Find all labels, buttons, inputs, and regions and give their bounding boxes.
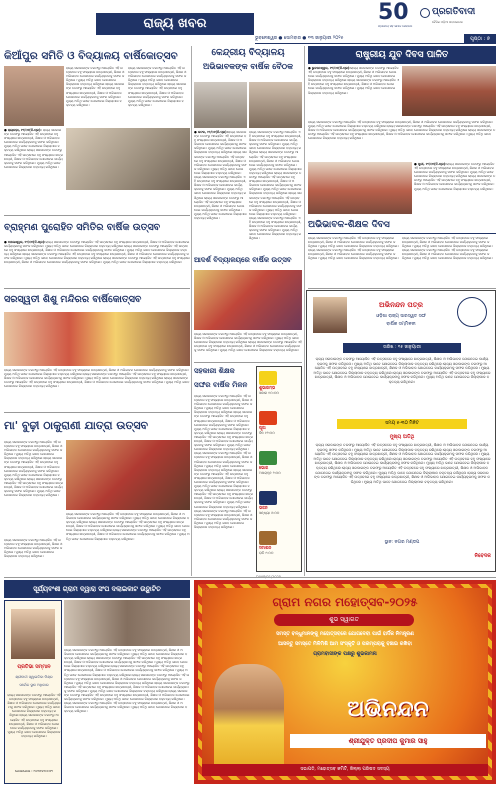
section-divider	[4, 577, 496, 578]
section-divider	[194, 362, 302, 363]
article-8-body-b: ରାଜ୍ୟ ସରକାରଙ୍କ ତରଫରୁ ଆୟୋଜିତ ଏହି ଉତ୍ସବରେ ବହୁ ସଂଖ୍ୟାରେ ଛାତ୍ରଛାତ୍ରୀ, ଶିକ୍ଷକ ଓ ଅଭିଭାବକ ଯୋଗଦେଇ କାର୍ଯ୍ୟକ୍ରମକୁ ସଫଳ କରିଥିଲେ। ମୁଖ୍ୟ ଅତିଥି ଭାବେ ଯୋଗଦେଇ ଜିଲ୍ଲାପାଳ ବକ୍ତବ୍ୟ ରଖିଥିଲେ।ରାଜ୍ୟ ସରକାରଙ୍କ ତରଫରୁ ଆୟୋଜିତ ଏହି ଉତ୍ସବରେ ବହୁ ସଂଖ୍ୟାରେ ଛାତ୍ରଛାତ୍ରୀ, ଶିକ୍ଷକ ଓ ଅଭିଭାବକ ଯୋଗଦେଇ କାର୍ଯ୍ୟକ୍ରମକୁ ସଫଳ କରିଥିଲେ। ମୁଖ୍ୟ ଅତିଥି ଭାବେ ଯୋଗଦେଇ ଜିଲ୍ଲାପାଳ ବକ୍ତବ୍ୟ ରଖିଥିଲେ।ରାଜ୍ୟ ସରକାରଙ୍କ ତରଫରୁ ଆୟୋଜିତ ଏହି ଉତ୍ସବରେ ବହୁ ସଂଖ୍ୟାରେ ଛାତ୍ରଛାତ୍ରୀ, ଶିକ୍ଷକ ଓ ଅଭିଭାବକ ଯୋଗଦେଇ କାର୍ଯ୍ୟକ୍ରମକୁ ସଫଳ କରିଥିଲେ। ମୁଖ୍ୟ ଅତିଥି ଭାବେ ଯୋଗଦେଇ ଜିଲ୍ଲାପାଳ ବକ୍ତବ୍ୟ ରଖିଥିଲେ।	[66, 512, 190, 541]
schedule-item-2	[259, 451, 299, 487]
article-8-body-c: ରାଜ୍ୟ ସରକାରଙ୍କ ତରଫରୁ ଆୟୋଜିତ ଏହି ଉତ୍ସବରେ ବହୁ ସଂଖ୍ୟାରେ ଛାତ୍ରଛାତ୍ରୀ, ଶିକ୍ଷକ ଓ ଅଭିଭାବକ ଯୋଗଦେଇ କାର୍ଯ୍ୟକ୍ରମକୁ ସଫଳ କରିଥିଲେ। ମୁଖ୍ୟ ଅତିଥି ଭାବେ ଯୋଗଦେଇ ଜିଲ୍ଲାପାଳ ବକ୍ତବ୍ୟ ରଖିଥିଲେ।	[4, 538, 63, 559]
page-label-box	[464, 34, 496, 44]
banner-name: ଶ୍ରୀଯୁକ୍ତ ପ୍ରଦୀପ କୁମାର ସାହୁ	[348, 737, 428, 745]
article-7-headline	[4, 290, 190, 310]
article-7-photo	[4, 312, 190, 366]
article-6-body: ରାଜ୍ୟ ସରକାରଙ୍କ ତରଫରୁ ଆୟୋଜିତ ଏହି ଉତ୍ସବରେ ବହୁ ସଂଖ୍ୟାରେ ଛାତ୍ରଛାତ୍ରୀ, ଶିକ୍ଷକ ଓ ଅଭିଭାବକ ଯୋଗଦେଇ କାର୍ଯ୍ୟକ୍ରମକୁ ସଫଳ କରିଥିଲେ। ମୁଖ୍ୟ ଅତିଥି ଭାବେ ଯୋଗଦେଇ ଜିଲ୍ଲାପାଳ ବକ୍ତବ୍ୟ ରଖିଥିଲେ।ରାଜ୍ୟ ସରକାରଙ୍କ ତରଫରୁ ଆୟୋଜିତ ଏହି ଉତ୍ସବରେ ବହୁ ସଂଖ୍ୟାରେ ଛାତ୍ରଛାତ୍ରୀ, ଶିକ୍ଷକ ଓ ଅଭିଭାବକ ଯୋଗଦେଇ କାର୍ଯ୍ୟକ୍ରମକୁ ସଫଳ କରିଥିଲେ। ମୁଖ୍ୟ ଅତିଥି ଭାବେ ଯୋଗଦେଇ ଜିଲ୍ଲାପାଳ ବକ୍ତବ୍ୟ ରଖିଥିଲେ।	[194, 332, 302, 353]
article-2-photo-a	[194, 82, 247, 128]
ad-small-line1: ଶ୍ରୀମତୀ ସ୍ୱାଗତିକା ମିଶ୍ର	[15, 675, 53, 679]
paper-logo-icon	[420, 8, 430, 18]
anniversary-logo	[378, 2, 418, 32]
banner-top-text: ଗ୍ରାମ ନଗର ମହୋତ୍ସବ-୨୦୨୫	[272, 595, 418, 609]
invite-venue: ସ୍ଥାନ: ନଗର ମଣ୍ଡପ	[384, 540, 420, 545]
headline-3: ରାଷ୍ଟ୍ରୀୟ ଯୁବ ଦିବସ ପାଳିତ	[355, 50, 449, 60]
article-5-body-b: ରାଜ୍ୟ ସରକାରଙ୍କ ତରଫରୁ ଆୟୋଜିତ ଏହି ଉତ୍ସବରେ ବହୁ ସଂଖ୍ୟାରେ ଛାତ୍ରଛାତ୍ରୀ, ଶିକ୍ଷକ ଓ ଅଭିଭାବକ ଯୋଗଦେଇ କାର୍ଯ୍ୟକ୍ରମକୁ ସଫଳ କରିଥିଲେ। ମୁଖ୍ୟ ଅତିଥି ଭାବେ ଯୋଗଦେଇ ଜିଲ୍ଲାପାଳ ବକ୍ତବ୍ୟ ରଖିଥିଲେ।ରାଜ୍ୟ ସରକାରଙ୍କ ତରଫରୁ ଆୟୋଜିତ ଏହି ଉତ୍ସବରେ ବହୁ ସଂଖ୍ୟାରେ ଛାତ୍ରଛାତ୍ରୀ, ଶିକ୍ଷକ ଓ ଅଭିଭାବକ ଯୋଗଦେଇ କାର୍ଯ୍ୟକ୍ରମକୁ ସଫଳ କରିଥିଲେ। ମୁଖ୍ୟ ଅତିଥି ଭାବେ ଯୋଗଦେଇ ଜିଲ୍ଲାପାଳ ବକ୍ତବ୍ୟ ରଖିଥିଲେ।	[402, 236, 493, 261]
article-9-body: ରାଜ୍ୟ ସରକାରଙ୍କ ତରଫରୁ ଆୟୋଜିତ ଏହି ଉତ୍ସବରେ ବହୁ ସଂଖ୍ୟାରେ ଛାତ୍ରଛାତ୍ରୀ, ଶିକ୍ଷକ ଓ ଅଭିଭାବକ ଯୋଗଦେଇ କାର୍ଯ୍ୟକ୍ରମକୁ ସଫଳ କରିଥିଲେ। ମୁଖ୍ୟ ଅତିଥି ଭାବେ ଯୋଗଦେଇ ଜିଲ୍ଲାପାଳ ବକ୍ତବ୍ୟ ରଖିଥିଲେ।ରାଜ୍ୟ ସରକାରଙ୍କ ତରଫରୁ ଆୟୋଜିତ ଏହି ଉତ୍ସବରେ ବହୁ ସଂଖ୍ୟାରେ ଛାତ୍ରଛାତ୍ରୀ, ଶିକ୍ଷକ ଓ ଅଭିଭାବକ ଯୋଗଦେଇ କାର୍ଯ୍ୟକ୍ରମକୁ ସଫଳ କରିଥିଲେ। ମୁଖ୍ୟ ଅତିଥି ଭାବେ ଯୋଗଦେଇ ଜିଲ୍ଲାପାଳ ବକ୍ତବ୍ୟ ରଖିଥିଲେ।ରାଜ୍ୟ ସରକାରଙ୍କ ତରଫରୁ ଆୟୋଜିତ ଏହି ଉତ୍ସବରେ ବହୁ ସଂଖ୍ୟାରେ ଛାତ୍ରଛାତ୍ରୀ, ଶିକ୍ଷକ ଓ ଅଭିଭାବକ ଯୋଗଦେଇ କାର୍ଯ୍ୟକ୍ରମକୁ ସଫଳ କରିଥିଲେ। ମୁଖ୍ୟ ଅତିଥି ଭାବେ ଯୋଗଦେଇ ଜିଲ୍ଲାପାଳ ବକ୍ତବ୍ୟ ରଖିଥିଲେ।ରାଜ୍ୟ ସରକାରଙ୍କ ତରଫରୁ ଆୟୋଜିତ ଏହି ଉତ୍ସବରେ ବହୁ ସଂଖ୍ୟାରେ ଛାତ୍ରଛାତ୍ରୀ, ଶିକ୍ଷକ ଓ ଅଭିଭାବକ ଯୋଗଦେଇ କାର୍ଯ୍ୟକ୍ରମକୁ ସଫଳ କରିଥିଲେ। ମୁଖ୍ୟ ଅତିଥି ଭାବେ ଯୋଗଦେଇ ଜିଲ୍ଲାପାଳ ବକ୍ତବ୍ୟ ରଖିଥିଲେ।ରାଜ୍ୟ ସରକାରଙ୍କ ତରଫରୁ ଆୟୋଜିତ ଏହି ଉତ୍ସବରେ ବହୁ ସଂଖ୍ୟାରେ ଛାତ୍ରଛାତ୍ରୀ, ଶିକ୍ଷକ ଓ ଅଭିଭାବକ ଯୋଗଦେଇ କାର୍ଯ୍ୟକ୍ରମକୁ ସଫଳ କରିଥିଲେ। ମୁଖ୍ୟ ଅତିଥି ଭାବେ ଯୋଗଦେଇ ଜିଲ୍ଲାପାଳ ବକ୍ତବ୍ୟ ରଖିଥିଲେ।ରାଜ୍ୟ ସରକାରଙ୍କ ତରଫରୁ ଆୟୋଜିତ ଏହି ଉତ୍ସବରେ ବହୁ ସଂଖ୍ୟାରେ ଛାତ୍ରଛାତ୍ରୀ, ଶିକ୍ଷକ ଓ ଅଭିଭାବକ ଯୋଗଦେଇ କାର୍ଯ୍ୟକ୍ରମକୁ ସଫଳ କରିଥିଲେ। ମୁଖ୍ୟ ଅତିଥି ଭାବେ ଯୋଗଦେଇ ଜିଲ୍ଲାପାଳ ବକ୍ତବ୍ୟ ରଖିଥିଲେ।ରାଜ୍ୟ ସରକାରଙ୍କ ତରଫରୁ ଆୟୋଜିତ ଏହି ଉତ୍ସବରେ ବହୁ ସଂଖ୍ୟାରେ ଛାତ୍ରଛାତ୍ରୀ, ଶିକ୍ଷକ ଓ ଅଭିଭାବକ ଯୋଗଦେଇ କାର୍ଯ୍ୟକ୍ରମକୁ ସଫଳ କରିଥିଲେ। ମୁଖ୍ୟ ଅତିଥି ଭାବେ ଯୋଗଦେଇ ଜିଲ୍ଲାପାଳ ବକ୍ତବ୍ୟ ରଖିଥିଲେ।	[194, 394, 253, 529]
article-6-headline	[194, 252, 302, 268]
schedule-label: ସମାପନ	[259, 545, 272, 550]
invite-chief-guest: ମୁଖ୍ୟ ଅତିଥି	[389, 434, 415, 440]
ad-small-name: ପ୍ରତିଭା ସମ୍ମାନ	[17, 664, 51, 670]
article-4-headline	[4, 218, 190, 238]
article-3-body-b: ରାଜ୍ୟ ସରକାରଙ୍କ ତରଫରୁ ଆୟୋଜିତ ଏହି ଉତ୍ସବରେ ବହୁ ସଂଖ୍ୟାରେ ଛାତ୍ରଛାତ୍ରୀ, ଶିକ୍ଷକ ଓ ଅଭିଭାବକ ଯୋଗଦେଇ କାର୍ଯ୍ୟକ୍ରମକୁ ସଫଳ କରିଥିଲେ। ମୁଖ୍ୟ ଅତିଥି ଭାବେ ଯୋଗଦେଇ ଜିଲ୍ଲାପାଳ ବକ୍ତବ୍ୟ ରଖିଥିଲେ।ରାଜ୍ୟ ସରକାରଙ୍କ ତରଫରୁ ଆୟୋଜିତ ଏହି ଉତ୍ସବରେ ବହୁ ସଂଖ୍ୟାରେ ଛାତ୍ରଛାତ୍ରୀ, ଶିକ୍ଷକ ଓ ଅଭିଭାବକ ଯୋଗଦେଇ କାର୍ଯ୍ୟକ୍ରମକୁ ସଫଳ କରିଥିଲେ। ମୁଖ୍ୟ ଅତିଥି ଭାବେ ଯୋଗଦେଇ ଜିଲ୍ଲାପାଳ ବକ୍ତବ୍ୟ ରଖିଥିଲେ।ରାଜ୍ୟ ସରକାରଙ୍କ ତରଫରୁ ଆୟୋଜିତ ଏହି ଉତ୍ସବରେ ବହୁ ସଂଖ୍ୟାରେ ଛାତ୍ରଛାତ୍ରୀ, ଶିକ୍ଷକ ଓ ଅଭିଭାବକ ଯୋଗଦେଇ କାର୍ଯ୍ୟକ୍ରମକୁ ସଫଳ କରିଥିଲେ। ମୁଖ୍ୟ ଅତିଥି ଭାବେ ଯୋଗଦେଇ ଜିଲ୍ଲାପାଳ ବକ୍ତବ୍ୟ ରଖିଥିଲେ।	[308, 120, 496, 141]
section-divider	[4, 288, 190, 289]
schedule-item-0	[259, 371, 299, 407]
headline-5: ଅଭିଭାବକ-ଶିକ୍ଷକ ଦିବସ	[308, 220, 390, 230]
ad-small-body: ରାଜ୍ୟ ସରକାରଙ୍କ ତରଫରୁ ଆୟୋଜିତ ଏହି ଉତ୍ସବରେ ବହୁ ସଂଖ୍ୟାରେ ଛାତ୍ରଛାତ୍ରୀ, ଶିକ୍ଷକ ଓ ଅଭିଭାବକ ଯୋଗଦେଇ କାର୍ଯ୍ୟକ୍ରମକୁ ସଫଳ କରିଥିଲେ। ମୁଖ୍ୟ ଅତିଥି ଭାବେ ଯୋଗଦେଇ ଜିଲ୍ଲାପାଳ ବକ୍ତବ୍ୟ ରଖିଥିଲେ।ରାଜ୍ୟ ସରକାରଙ୍କ ତରଫରୁ ଆୟୋଜିତ ଏହି ଉତ୍ସବରେ ବହୁ ସଂଖ୍ୟାରେ ଛାତ୍ରଛାତ୍ରୀ, ଶିକ୍ଷକ ଓ ଅଭିଭାବକ ଯୋଗଦେଇ କାର୍ଯ୍ୟକ୍ରମକୁ ସଫଳ କରିଥିଲେ। ମୁଖ୍ୟ ଅତିଥି ଭାବେ ଯୋଗଦେଇ ଜିଲ୍ଲାପାଳ ବକ୍ତବ୍ୟ ରଖିଥିଲେ।	[7, 693, 61, 738]
article-4-body: ● ବାଲେଶ୍ୱର, ୧୨/୦୧(ନି.ପ୍ର):ରାଜ୍ୟ ସରକାରଙ୍କ ତରଫରୁ ଆୟୋଜିତ ଏହି ଉତ୍ସବରେ ବହୁ ସଂଖ୍ୟାରେ ଛାତ୍ରଛାତ୍ରୀ, ଶିକ୍ଷକ ଓ ଅଭିଭାବକ ଯୋଗଦେଇ କାର୍ଯ୍ୟକ୍ରମକୁ ସଫଳ କରିଥିଲେ। ମୁଖ୍ୟ ଅତିଥି ଭାବେ ଯୋଗଦେଇ ଜିଲ୍ଲାପାଳ ବକ୍ତବ୍ୟ ରଖିଥିଲେ।ରାଜ୍ୟ ସରକାରଙ୍କ ତରଫରୁ ଆୟୋଜିତ ଏହି ଉତ୍ସବରେ ବହୁ ସଂଖ୍ୟାରେ ଛାତ୍ରଛାତ୍ରୀ, ଶିକ୍ଷକ ଓ ଅଭିଭାବକ ଯୋଗଦେଇ କାର୍ଯ୍ୟକ୍ରମକୁ ସଫଳ କରିଥିଲେ। ମୁଖ୍ୟ ଅତିଥି ଭାବେ ଯୋଗଦେଇ ଜିଲ୍ଲାପାଳ ବକ୍ତବ୍ୟ ରଖିଥିଲେ।ରାଜ୍ୟ ସରକାରଙ୍କ ତରଫରୁ ଆୟୋଜିତ ଏହି ଉତ୍ସବରେ ବହୁ ସଂଖ୍ୟାରେ ଛାତ୍ରଛାତ୍ରୀ, ଶିକ୍ଷକ ଓ ଅଭିଭାବକ ଯୋଗଦେଇ କାର୍ଯ୍ୟକ୍ରମକୁ ସଫଳ କରିଥିଲେ। ମୁଖ୍ୟ ଅତିଥି ଭାବେ ଯୋଗଦେଇ ଜିଲ୍ଲାପାଳ ବକ୍ତବ୍ୟ ରଖିଥିଲେ।ରାଜ୍ୟ ସରକାରଙ୍କ ତରଫରୁ ଆୟୋଜିତ ଏହି ଉତ୍ସବରେ ବହୁ ସଂଖ୍ୟାରେ ଛାତ୍ରଛାତ୍ରୀ, ଶିକ୍ଷକ ଓ ଅଭିଭାବକ ଯୋଗଦେଇ କାର୍ଯ୍ୟକ୍ରମକୁ ସଫଳ କରିଥିଲେ। ମୁଖ୍ୟ ଅତିଥି ଭାବେ ଯୋଗଦେଇ ଜିଲ୍ଲାପାଳ ବକ୍ତବ୍ୟ ରଖିଥିଲେ।	[4, 240, 190, 265]
article-1-body: ● ରାୟଗଡ଼ା, ୧୨/୦୧(ନି.ପ୍ର): ରାଜ୍ୟ ସରକାରଙ୍କ ତରଫରୁ ଆୟୋଜିତ ଏହି ଉତ୍ସବରେ ବହୁ ସଂଖ୍ୟାରେ ଛାତ୍ରଛାତ୍ରୀ, ଶିକ୍ଷକ ଓ ଅଭିଭାବକ ଯୋଗଦେଇ କାର୍ଯ୍ୟକ୍ରମକୁ ସଫଳ କରିଥିଲେ। ମୁଖ୍ୟ ଅତିଥି ଭାବେ ଯୋଗଦେଇ ଜିଲ୍ଲାପାଳ ବକ୍ତବ୍ୟ ରଖିଥିଲେ।ରାଜ୍ୟ ସରକାରଙ୍କ ତରଫରୁ ଆୟୋଜିତ ଏହି ଉତ୍ସବରେ ବହୁ ସଂଖ୍ୟାରେ ଛାତ୍ରଛାତ୍ରୀ, ଶିକ୍ଷକ ଓ ଅଭିଭାବକ ଯୋଗଦେଇ କାର୍ଯ୍ୟକ୍ରମକୁ ସଫଳ କରିଥିଲେ। ମୁଖ୍ୟ ଅତିଥି ଭାବେ ଯୋଗଦେଇ ଜିଲ୍ଲାପାଳ ବକ୍ତବ୍ୟ ରଖିଥିଲେ।	[4, 128, 63, 169]
schedule-time: ରାତି ୯:୦୦	[259, 551, 274, 555]
ad-small-portrait	[11, 609, 55, 659]
article-10-body: ରାଜ୍ୟ ସରକାରଙ୍କ ତରଫରୁ ଆୟୋଜିତ ଏହି ଉତ୍ସବରେ ବହୁ ସଂଖ୍ୟାରେ ଛାତ୍ରଛାତ୍ରୀ, ଶିକ୍ଷକ ଓ ଅଭିଭାବକ ଯୋଗଦେଇ କାର୍ଯ୍ୟକ୍ରମକୁ ସଫଳ କରିଥିଲେ। ମୁଖ୍ୟ ଅତିଥି ଭାବେ ଯୋଗଦେଇ ଜିଲ୍ଲାପାଳ ବକ୍ତବ୍ୟ ରଖିଥିଲେ।ରାଜ୍ୟ ସରକାରଙ୍କ ତରଫରୁ ଆୟୋଜିତ ଏହି ଉତ୍ସବରେ ବହୁ ସଂଖ୍ୟାରେ ଛାତ୍ରଛାତ୍ରୀ, ଶିକ୍ଷକ ଓ ଅଭିଭାବକ ଯୋଗଦେଇ କାର୍ଯ୍ୟକ୍ରମକୁ ସଫଳ କରିଥିଲେ। ମୁଖ୍ୟ ଅତିଥି ଭାବେ ଯୋଗଦେଇ ଜିଲ୍ଲାପାଳ ବକ୍ତବ୍ୟ ରଖିଥିଲେ।ରାଜ୍ୟ ସରକାରଙ୍କ ତରଫରୁ ଆୟୋଜିତ ଏହି ଉତ୍ସବରେ ବହୁ ସଂଖ୍ୟାରେ ଛାତ୍ରଛାତ୍ରୀ, ଶିକ୍ଷକ ଓ ଅଭିଭାବକ ଯୋଗଦେଇ କାର୍ଯ୍ୟକ୍ରମକୁ ସଫଳ କରିଥିଲେ। ମୁଖ୍ୟ ଅତିଥି ଭାବେ ଯୋଗଦେଇ ଜିଲ୍ଲାପାଳ ବକ୍ତବ୍ୟ ରଖିଥିଲେ।ରାଜ୍ୟ ସରକାରଙ୍କ ତରଫରୁ ଆୟୋଜିତ ଏହି ଉତ୍ସବରେ ବହୁ ସଂଖ୍ୟାରେ ଛାତ୍ରଛାତ୍ରୀ, ଶିକ୍ଷକ ଓ ଅଭିଭାବକ ଯୋଗଦେଇ କାର୍ଯ୍ୟକ୍ରମକୁ ସଫଳ କରିଥିଲେ। ମୁଖ୍ୟ ଅତିଥି ଭାବେ ଯୋଗଦେଇ ଜିଲ୍ଲାପାଳ ବକ୍ତବ୍ୟ ରଖିଥିଲେ।ରାଜ୍ୟ ସରକାରଙ୍କ ତରଫରୁ ଆୟୋଜିତ ଏହି ଉତ୍ସବରେ ବହୁ ସଂଖ୍ୟାରେ ଛାତ୍ରଛାତ୍ରୀ, ଶିକ୍ଷକ ଓ ଅଭିଭାବକ ଯୋଗଦେଇ କାର୍ଯ୍ୟକ୍ରମକୁ ସଫଳ କରିଥିଲେ। ମୁଖ୍ୟ ଅତିଥି ଭାବେ ଯୋଗଦେଇ ଜିଲ୍ଲାପାଳ ବକ୍ତବ୍ୟ ରଖିଥିଲେ।ରାଜ୍ୟ ସରକାରଙ୍କ ତରଫରୁ ଆୟୋଜିତ ଏହି ଉତ୍ସବରେ ବହୁ ସଂଖ୍ୟାରେ ଛାତ୍ରଛାତ୍ରୀ, ଶିକ୍ଷକ ଓ ଅଭିଭାବକ ଯୋଗଦେଇ କାର୍ଯ୍ୟକ୍ରମକୁ ସଫଳ କରିଥିଲେ। ମୁଖ୍ୟ ଅତିଥି ଭାବେ ଯୋଗଦେଇ ଜିଲ୍ଲାପାଳ ବକ୍ତବ୍ୟ ରଖିଥିଲେ।ରାଜ୍ୟ ସରକାରଙ୍କ ତରଫରୁ ଆୟୋଜିତ ଏହି ଉତ୍ସବରେ ବହୁ ସଂଖ୍ୟାରେ ଛାତ୍ରଛାତ୍ରୀ, ଶିକ୍ଷକ ଓ ଅଭିଭାବକ ଯୋଗଦେଇ କାର୍ଯ୍ୟକ୍ରମକୁ ସଫଳ କରିଥିଲେ। ମୁଖ୍ୟ ଅତିଥି ଭାବେ ଯୋଗଦେଇ ଜିଲ୍ଲାପାଳ ବକ୍ତବ୍ୟ ରଖିଥିଲେ।	[64, 648, 190, 714]
article-3-headline-banner	[308, 46, 496, 64]
article-1-photo	[66, 128, 190, 190]
banner-line1: ସମସ୍ତ ବନ୍ଧୁମାନଙ୍କୁ ମହୋତ୍ସବରେ ଯୋଗଦେବା ପାଇଁ ହାର୍ଦ୍ଦିକ ନିମନ୍ତ୍ରଣ	[276, 631, 414, 637]
headline-1: କିଆଁପୁର ସମିତି ଓ ବିଦ୍ୟାଳୟ ବାର୍ଷିକୋତ୍ସବ	[4, 50, 178, 62]
section-title-banner	[96, 13, 254, 35]
dateline-bar	[255, 34, 485, 44]
ad-small-contact: ଯୋଗାଯୋଗ : ୯୪୩୭୪୨୦୦୧୨	[14, 769, 54, 773]
article-2-body-col2: ରାଜ୍ୟ ସରକାରଙ୍କ ତରଫରୁ ଆୟୋଜିତ ଏହି ଉତ୍ସବରେ ବହୁ ସଂଖ୍ୟାରେ ଛାତ୍ରଛାତ୍ରୀ, ଶିକ୍ଷକ ଓ ଅଭିଭାବକ ଯୋଗଦେଇ କାର୍ଯ୍ୟକ୍ରମକୁ ସଫଳ କରିଥିଲେ। ମୁଖ୍ୟ ଅତିଥି ଭାବେ ଯୋଗଦେଇ ଜିଲ୍ଲାପାଳ ବକ୍ତବ୍ୟ ରଖିଥିଲେ।ରାଜ୍ୟ ସରକାରଙ୍କ ତରଫରୁ ଆୟୋଜିତ ଏହି ଉତ୍ସବରେ ବହୁ ସଂଖ୍ୟାରେ ଛାତ୍ରଛାତ୍ରୀ, ଶିକ୍ଷକ ଓ ଅଭିଭାବକ ଯୋଗଦେଇ କାର୍ଯ୍ୟକ୍ରମକୁ ସଫଳ କରିଥିଲେ। ମୁଖ୍ୟ ଅତିଥି ଭାବେ ଯୋଗଦେଇ ଜିଲ୍ଲାପାଳ ବକ୍ତବ୍ୟ ରଖିଥିଲେ।ରାଜ୍ୟ ସରକାରଙ୍କ ତରଫରୁ ଆୟୋଜିତ ଏହି ଉତ୍ସବରେ ବହୁ ସଂଖ୍ୟାରେ ଛାତ୍ରଛାତ୍ରୀ, ଶିକ୍ଷକ ଓ ଅଭିଭାବକ ଯୋଗଦେଇ କାର୍ଯ୍ୟକ୍ରମକୁ ସଫଳ କରିଥିଲେ। ମୁଖ୍ୟ ଅତିଥି ଭାବେ ଯୋଗଦେଇ ଜିଲ୍ଲାପାଳ ବକ୍ତବ୍ୟ ରଖିଥିଲେ।ରାଜ୍ୟ ସରକାରଙ୍କ ତରଫରୁ ଆୟୋଜିତ ଏହି ଉତ୍ସବରେ ବହୁ ସଂଖ୍ୟାରେ ଛାତ୍ରଛାତ୍ରୀ, ଶିକ୍ଷକ ଓ ଅଭିଭାବକ ଯୋଗଦେଇ କାର୍ଯ୍ୟକ୍ରମକୁ ସଫଳ କରିଥିଲେ। ମୁଖ୍ୟ ଅତିଥି ଭାବେ ଯୋଗଦେଇ ଜିଲ୍ଲାପାଳ ବକ୍ତବ୍ୟ ରଖିଥିଲେ।ରାଜ୍ୟ ସରକାରଙ୍କ ତରଫରୁ ଆୟୋଜିତ ଏହି ଉତ୍ସବରେ ବହୁ ସଂଖ୍ୟାରେ ଛାତ୍ରଛାତ୍ରୀ, ଶିକ୍ଷକ ଓ ଅଭିଭାବକ ଯୋଗଦେଇ କାର୍ଯ୍ୟକ୍ରମକୁ ସଫଳ କରିଥିଲେ। ମୁଖ୍ୟ ଅତିଥି ଭାବେ ଯୋଗଦେଇ ଜିଲ୍ଲାପାଳ ବକ୍ତବ୍ୟ ରଖିଥିଲେ।	[249, 130, 302, 241]
banner-bottom-bar	[202, 764, 488, 776]
section-divider	[4, 412, 190, 413]
schedule-time: ସନ୍ଧ୍ୟା ୬:୦୦	[259, 511, 280, 515]
schedule-label: ଭଜନ	[259, 505, 268, 510]
headline-2b: ଅଭିଭାବକଙ୍କ ବାର୍ଷିକ ବୈଠକ	[202, 62, 293, 71]
schedule-label: ଶୁଭାରମ୍ଭ	[259, 385, 276, 390]
article-3-body-c: ● ପୁରୀ, ୧୨/୦୧(ନି.ପ୍ର):ରାଜ୍ୟ ସରକାରଙ୍କ ତରଫରୁ ଆୟୋଜିତ ଏହି ଉତ୍ସବରେ ବହୁ ସଂଖ୍ୟାରେ ଛାତ୍ରଛାତ୍ରୀ, ଶିକ୍ଷକ ଓ ଅଭିଭାବକ ଯୋଗଦେଇ କାର୍ଯ୍ୟକ୍ରମକୁ ସଫଳ କରିଥିଲେ। ମୁଖ୍ୟ ଅତିଥି ଭାବେ ଯୋଗଦେଇ ଜିଲ୍ଲାପାଳ ବକ୍ତବ୍ୟ ରଖିଥିଲେ।ରାଜ୍ୟ ସରକାରଙ୍କ ତରଫରୁ ଆୟୋଜିତ ଏହି ଉତ୍ସବରେ ବହୁ ସଂଖ୍ୟାରେ ଛାତ୍ରଛାତ୍ରୀ, ଶିକ୍ଷକ ଓ ଅଭିଭାବକ ଯୋଗଦେଇ କାର୍ଯ୍ୟକ୍ରମକୁ ସଫଳ କରିଥିଲେ। ମୁଖ୍ୟ ଅତିଥି ଭାବେ ଯୋଗଦେଇ ଜିଲ୍ଲାପାଳ ବକ୍ତବ୍ୟ ରଖିଥିଲେ।	[414, 162, 496, 191]
section-title: ରାଜ୍ୟ ଖବର	[143, 16, 207, 31]
invite-date: ତାରିଖ : ୧୫ ଜାନୁୟାରୀ	[383, 345, 421, 350]
banner-line2: ଆସନ୍ତୁ ସମସ୍ତେ ମିଳିମିଶି ଆମ ସଂସ୍କୃତି ଓ ପରମ୍ପରାକୁ ବଞ୍ଚାଇ ରଖିବା	[278, 641, 412, 647]
paper-name: ପ୍ରଗତିବାଦୀ	[432, 7, 476, 17]
schedule-time: ସକାଳ ୧୦:୦୦	[259, 391, 279, 395]
article-7-body: ରାଜ୍ୟ ସରକାରଙ୍କ ତରଫରୁ ଆୟୋଜିତ ଏହି ଉତ୍ସବରେ ବହୁ ସଂଖ୍ୟାରେ ଛାତ୍ରଛାତ୍ରୀ, ଶିକ୍ଷକ ଓ ଅଭିଭାବକ ଯୋଗଦେଇ କାର୍ଯ୍ୟକ୍ରମକୁ ସଫଳ କରିଥିଲେ। ମୁଖ୍ୟ ଅତିଥି ଭାବେ ଯୋଗଦେଇ ଜିଲ୍ଲାପାଳ ବକ୍ତବ୍ୟ ରଖିଥିଲେ।ରାଜ୍ୟ ସରକାରଙ୍କ ତରଫରୁ ଆୟୋଜିତ ଏହି ଉତ୍ସବରେ ବହୁ ସଂଖ୍ୟାରେ ଛାତ୍ରଛାତ୍ରୀ, ଶିକ୍ଷକ ଓ ଅଭିଭାବକ ଯୋଗଦେଇ କାର୍ଯ୍ୟକ୍ରମକୁ ସଫଳ କରିଥିଲେ। ମୁଖ୍ୟ ଅତିଥି ଭାବେ ଯୋଗଦେଇ ଜିଲ୍ଲାପାଳ ବକ୍ତବ୍ୟ ରଖିଥିଲେ।ରାଜ୍ୟ ସରକାରଙ୍କ ତରଫରୁ ଆୟୋଜିତ ଏହି ଉତ୍ସବରେ ବହୁ ସଂଖ୍ୟାରେ ଛାତ୍ରଛାତ୍ରୀ, ଶିକ୍ଷକ ଓ ଅଭିଭାବକ ଯୋଗଦେଇ କାର୍ଯ୍ୟକ୍ରମକୁ ସଫଳ କରିଥିଲେ। ମୁଖ୍ୟ ଅତିଥି ଭାବେ ଯୋଗଦେଇ ଜିଲ୍ଲାପାଳ ବକ୍ତବ୍ୟ ରଖିଥିଲେ।	[4, 368, 190, 389]
invite-guests: ରାଜ୍ୟ ସରକାରଙ୍କ ତରଫରୁ ଆୟୋଜିତ ଏହି ଉତ୍ସବରେ ବହୁ ସଂଖ୍ୟାରେ ଛାତ୍ରଛାତ୍ରୀ, ଶିକ୍ଷକ ଓ ଅଭିଭାବକ ଯୋଗଦେଇ କାର୍ଯ୍ୟକ୍ରମକୁ ସଫଳ କରିଥିଲେ। ମୁଖ୍ୟ ଅତିଥି ଭାବେ ଯୋଗଦେଇ ଜିଲ୍ଲାପାଳ ବକ୍ତବ୍ୟ ରଖିଥିଲେ।ରାଜ୍ୟ ସରକାରଙ୍କ ତରଫରୁ ଆୟୋଜିତ ଏହି ଉତ୍ସବରେ ବହୁ ସଂଖ୍ୟାରେ ଛାତ୍ରଛାତ୍ରୀ, ଶିକ୍ଷକ ଓ ଅଭିଭାବକ ଯୋଗଦେଇ କାର୍ଯ୍ୟକ୍ରମକୁ ସଫଳ କରିଥିଲେ। ମୁଖ୍ୟ ଅତିଥି ଭାବେ ଯୋଗଦେଇ ଜିଲ୍ଲାପାଳ ବକ୍ତବ୍ୟ ରଖିଥିଲେ।ରାଜ୍ୟ ସରକାରଙ୍କ ତରଫରୁ ଆୟୋଜିତ ଏହି ଉତ୍ସବରେ ବହୁ ସଂଖ୍ୟାରେ ଛାତ୍ରଛାତ୍ରୀ, ଶିକ୍ଷକ ଓ ଅଭିଭାବକ ଯୋଗଦେଇ କାର୍ଯ୍ୟକ୍ରମକୁ ସଫଳ କରିଥିଲେ। ମୁଖ୍ୟ ଅତିଥି ଭାବେ ଯୋଗଦେଇ ଜିଲ୍ଲାପାଳ ବକ୍ତବ୍ୟ ରଖିଥିଲେ।ରାଜ୍ୟ ସରକାରଙ୍କ ତରଫରୁ ଆୟୋଜିତ ଏହି ଉତ୍ସବରେ ବହୁ ସଂଖ୍ୟାରେ ଛାତ୍ରଛାତ୍ରୀ, ଶିକ୍ଷକ ଓ ଅଭିଭାବକ ଯୋଗଦେଇ କାର୍ଯ୍ୟକ୍ରମକୁ ସଫଳ କରିଥିଲେ। ମୁଖ୍ୟ ଅତିଥି ଭାବେ ଯୋଗଦେଇ ଜିଲ୍ଲାପାଳ ବକ୍ତବ୍ୟ ରଖିଥିଲେ।ରାଜ୍ୟ ସରକାରଙ୍କ ତରଫରୁ ଆୟୋଜିତ ଏହି ଉତ୍ସବରେ ବହୁ ସଂଖ୍ୟାରେ ଛାତ୍ରଛାତ୍ରୀ, ଶିକ୍ଷକ ଓ ଅଭିଭାବକ ଯୋଗଦେଇ କାର୍ଯ୍ୟକ୍ରମକୁ ସଫଳ କରିଥିଲେ। ମୁଖ୍ୟ ଅତିଥି ଭାବେ ଯୋଗଦେଇ ଜିଲ୍ଲାପାଳ ବକ୍ତବ୍ୟ ରଖିଥିଲେ।	[313, 443, 491, 484]
dateline-text: ଭୁବନେଶ୍ୱର ● ସୋମବାର ● ୧୩ ଜାନୁୟାରୀ ୨୦୨୫	[255, 36, 344, 41]
banner-name-bar	[290, 734, 486, 748]
headline-10: ସୂର୍ଯ୍ୟବଂଶୀ ଗ୍ରାମ ଦ୍ୱାରା ସଂଘ ଦଲାଇକାଟ ଉଦ୍ଘାଟିତ	[33, 585, 161, 593]
article-10-headline-banner	[4, 580, 190, 598]
article-8-photo	[66, 440, 190, 510]
ad-banner	[194, 580, 496, 784]
banner-bottom: ସଭାପତି, ମହୋତ୍ସବ କମିଟି, ଜିଲ୍ଲା ପରିଷଦ ସଦସ୍ୟ	[300, 767, 390, 772]
article-1-body-col2: ରାଜ୍ୟ ସରକାରଙ୍କ ତରଫରୁ ଆୟୋଜିତ ଏହି ଉତ୍ସବରେ ବହୁ ସଂଖ୍ୟାରେ ଛାତ୍ରଛାତ୍ରୀ, ଶିକ୍ଷକ ଓ ଅଭିଭାବକ ଯୋଗଦେଇ କାର୍ଯ୍ୟକ୍ରମକୁ ସଫଳ କରିଥିଲେ। ମୁଖ୍ୟ ଅତିଥି ଭାବେ ଯୋଗଦେଇ ଜିଲ୍ଲାପାଳ ବକ୍ତବ୍ୟ ରଖିଥିଲେ।ରାଜ୍ୟ ସରକାରଙ୍କ ତରଫରୁ ଆୟୋଜିତ ଏହି ଉତ୍ସବରେ ବହୁ ସଂଖ୍ୟାରେ ଛାତ୍ରଛାତ୍ରୀ, ଶିକ୍ଷକ ଓ ଅଭିଭାବକ ଯୋଗଦେଇ କାର୍ଯ୍ୟକ୍ରମକୁ ସଫଳ କରିଥିଲେ। ମୁଖ୍ୟ ଅତିଥି ଭାବେ ଯୋଗଦେଇ ଜିଲ୍ଲାପାଳ ବକ୍ତବ୍ୟ ରଖିଥିଲେ।	[66, 66, 125, 107]
invite-line1: ଓଡ଼ିଶା ରାଜ୍ୟ ସାରସ୍ୱତ ସଙ୍ଘ	[376, 314, 426, 319]
logo-tag: ପ୍ରମେୟ ସହ ସମାଜ ସେବାରେ	[378, 24, 413, 28]
schedule-time: ଅପରାହ୍ନ ୨:୦୦	[259, 471, 281, 475]
headline-9a: ସହକାରୀ ଶିକ୍ଷକ	[194, 367, 235, 375]
invite-footer: ନିବେଦକ	[474, 553, 491, 559]
ad-code: DAVP/01/2025	[256, 575, 282, 579]
masthead	[0, 0, 500, 44]
schedule-icon	[259, 451, 277, 465]
headline-2a: କେନ୍ଦ୍ରୀୟ ବିଦ୍ୟାଳୟ	[211, 48, 285, 58]
schedule-label: ପୂଜା	[259, 425, 266, 430]
headline-9b: ସଙ୍ଘର ବାର୍ଷିକ ମିଳନ	[194, 381, 248, 389]
schedule-icon	[259, 491, 277, 505]
schedule-icon	[259, 371, 277, 385]
banner-pill	[274, 614, 414, 626]
headline-6: ଆଦର୍ଶ ବିଦ୍ୟାଳୟରେ ବାର୍ଷିକ ଉତ୍ସବ	[194, 256, 292, 264]
banner-pill-text: ଶୁଭ ସ୍ୱାଗତ	[329, 616, 359, 623]
banner-portrait	[214, 664, 284, 776]
section-divider	[4, 215, 190, 216]
schedule-item-1	[259, 411, 299, 447]
article-1-photo-small	[4, 66, 64, 126]
invite-time-bar	[337, 419, 467, 429]
invite-date-bar	[343, 343, 461, 353]
article-3-photo-b	[308, 162, 412, 214]
paper-sub: ଦୈନିକ ଓଡ଼ିଆ ଖବରକାଗଜ	[432, 20, 463, 24]
article-5-body: ରାଜ୍ୟ ସରକାରଙ୍କ ତରଫରୁ ଆୟୋଜିତ ଏହି ଉତ୍ସବରେ ବହୁ ସଂଖ୍ୟାରେ ଛାତ୍ରଛାତ୍ରୀ, ଶିକ୍ଷକ ଓ ଅଭିଭାବକ ଯୋଗଦେଇ କାର୍ଯ୍ୟକ୍ରମକୁ ସଫଳ କରିଥିଲେ। ମୁଖ୍ୟ ଅତିଥି ଭାବେ ଯୋଗଦେଇ ଜିଲ୍ଲାପାଳ ବକ୍ତବ୍ୟ ରଖିଥିଲେ।ରାଜ୍ୟ ସରକାରଙ୍କ ତରଫରୁ ଆୟୋଜିତ ଏହି ଉତ୍ସବରେ ବହୁ ସଂଖ୍ୟାରେ ଛାତ୍ରଛାତ୍ରୀ, ଶିକ୍ଷକ ଓ ଅଭିଭାବକ ଯୋଗଦେଇ କାର୍ଯ୍ୟକ୍ରମକୁ ସଫଳ କରିଥିଲେ। ମୁଖ୍ୟ ଅତିଥି ଭାବେ ଯୋଗଦେଇ ଜିଲ୍ଲାପାଳ ବକ୍ତବ୍ୟ ରଖିଥିଲେ।	[308, 236, 399, 261]
article-8-headline	[4, 414, 190, 438]
schedule-item-3	[259, 491, 299, 527]
banner-big-text: ଅଭିନନ୍ଦନ	[347, 697, 429, 722]
ad-small-line2: ସର୍ବୋଚ୍ଚ ସ୍ଥାନ ଅଧିକାର	[19, 683, 49, 687]
schedule-icon	[259, 531, 277, 545]
column-divider	[191, 46, 192, 576]
column-divider	[304, 46, 305, 576]
article-2-photo-b	[249, 82, 302, 128]
headline-4: ବ୍ରାହ୍ମଣ ପୁରୋହିତ ସମିତିର ବାର୍ଷିକ ଉତ୍ସବ	[4, 222, 161, 233]
article-9-headline	[194, 364, 254, 392]
schedule-item-4	[259, 531, 299, 567]
banner-line3: ଗ୍ରାମବାସୀଙ୍କ ପକ୍ଷରୁ ଶୁଭକାମନା	[313, 651, 377, 657]
logo-number: 50	[378, 0, 409, 25]
article-2-body: ● କଟକ, ୧୨/୦୧(ନି.ପ୍ର):ରାଜ୍ୟ ସରକାରଙ୍କ ତରଫରୁ ଆୟୋଜିତ ଏହି ଉତ୍ସବରେ ବହୁ ସଂଖ୍ୟାରେ ଛାତ୍ରଛାତ୍ରୀ, ଶିକ୍ଷକ ଓ ଅଭିଭାବକ ଯୋଗଦେଇ କାର୍ଯ୍ୟକ୍ରମକୁ ସଫଳ କରିଥିଲେ। ମୁଖ୍ୟ ଅତିଥି ଭାବେ ଯୋଗଦେଇ ଜିଲ୍ଲାପାଳ ବକ୍ତବ୍ୟ ରଖିଥିଲେ।ରାଜ୍ୟ ସରକାରଙ୍କ ତରଫରୁ ଆୟୋଜିତ ଏହି ଉତ୍ସବରେ ବହୁ ସଂଖ୍ୟାରେ ଛାତ୍ରଛାତ୍ରୀ, ଶିକ୍ଷକ ଓ ଅଭିଭାବକ ଯୋଗଦେଇ କାର୍ଯ୍ୟକ୍ରମକୁ ସଫଳ କରିଥିଲେ। ମୁଖ୍ୟ ଅତିଥି ଭାବେ ଯୋଗଦେଇ ଜିଲ୍ଲାପାଳ ବକ୍ତବ୍ୟ ରଖିଥିଲେ।ରାଜ୍ୟ ସରକାରଙ୍କ ତରଫରୁ ଆୟୋଜିତ ଏହି ଉତ୍ସବରେ ବହୁ ସଂଖ୍ୟାରେ ଛାତ୍ରଛାତ୍ରୀ, ଶିକ୍ଷକ ଓ ଅଭିଭାବକ ଯୋଗଦେଇ କାର୍ଯ୍ୟକ୍ରମକୁ ସଫଳ କରିଥିଲେ। ମୁଖ୍ୟ ଅତିଥି ଭାବେ ଯୋଗଦେଇ ଜିଲ୍ଲାପାଳ ବକ୍ତବ୍ୟ ରଖିଥିଲେ।ରାଜ୍ୟ ସରକାରଙ୍କ ତରଫରୁ ଆୟୋଜିତ ଏହି ଉତ୍ସବରେ ବହୁ ସଂଖ୍ୟାରେ ଛାତ୍ରଛାତ୍ରୀ, ଶିକ୍ଷକ ଓ ଅଭିଭାବକ ଯୋଗଦେଇ କାର୍ଯ୍ୟକ୍ରମକୁ ସଫଳ କରିଥିଲେ। ମୁଖ୍ୟ ଅତିଥି ଭାବେ ଯୋଗଦେଇ ଜିଲ୍ଲାପାଳ ବକ୍ତବ୍ୟ ରଖିଥିଲେ।	[194, 130, 247, 220]
schedule-time: ଦିନ ୧୨:୦୦	[259, 431, 275, 435]
article-1-body-col3: ରାଜ୍ୟ ସରକାରଙ୍କ ତରଫରୁ ଆୟୋଜିତ ଏହି ଉତ୍ସବରେ ବହୁ ସଂଖ୍ୟାରେ ଛାତ୍ରଛାତ୍ରୀ, ଶିକ୍ଷକ ଓ ଅଭିଭାବକ ଯୋଗଦେଇ କାର୍ଯ୍ୟକ୍ରମକୁ ସଫଳ କରିଥିଲେ। ମୁଖ୍ୟ ଅତିଥି ଭାବେ ଯୋଗଦେଇ ଜିଲ୍ଲାପାଳ ବକ୍ତବ୍ୟ ରଖିଥିଲେ।ରାଜ୍ୟ ସରକାରଙ୍କ ତରଫରୁ ଆୟୋଜିତ ଏହି ଉତ୍ସବରେ ବହୁ ସଂଖ୍ୟାରେ ଛାତ୍ରଛାତ୍ରୀ, ଶିକ୍ଷକ ଓ ଅଭିଭାବକ ଯୋଗଦେଇ କାର୍ଯ୍ୟକ୍ରମକୁ ସଫଳ କରିଥିଲେ। ମୁଖ୍ୟ ଅତିଥି ଭାବେ ଯୋଗଦେଇ ଜିଲ୍ଲାପାଳ ବକ୍ତବ୍ୟ ରଖିଥିଲେ।	[128, 66, 187, 107]
ad-small	[4, 600, 62, 784]
article-6-photo	[194, 270, 302, 330]
ad-invitation	[306, 290, 496, 572]
schedule-label: ଭୋଗ	[259, 465, 269, 470]
invite-body: ରାଜ୍ୟ ସରକାରଙ୍କ ତରଫରୁ ଆୟୋଜିତ ଏହି ଉତ୍ସବରେ ବହୁ ସଂଖ୍ୟାରେ ଛାତ୍ରଛାତ୍ରୀ, ଶିକ୍ଷକ ଓ ଅଭିଭାବକ ଯୋଗଦେଇ କାର୍ଯ୍ୟକ୍ରମକୁ ସଫଳ କରିଥିଲେ। ମୁଖ୍ୟ ଅତିଥି ଭାବେ ଯୋଗଦେଇ ଜିଲ୍ଲାପାଳ ବକ୍ତବ୍ୟ ରଖିଥିଲେ।ରାଜ୍ୟ ସରକାରଙ୍କ ତରଫରୁ ଆୟୋଜିତ ଏହି ଉତ୍ସବରେ ବହୁ ସଂଖ୍ୟାରେ ଛାତ୍ରଛାତ୍ରୀ, ଶିକ୍ଷକ ଓ ଅଭିଭାବକ ଯୋଗଦେଇ କାର୍ଯ୍ୟକ୍ରମକୁ ସଫଳ କରିଥିଲେ। ମୁଖ୍ୟ ଅତିଥି ଭାବେ ଯୋଗଦେଇ ଜିଲ୍ଲାପାଳ ବକ୍ତବ୍ୟ ରଖିଥିଲେ।ରାଜ୍ୟ ସରକାରଙ୍କ ତରଫରୁ ଆୟୋଜିତ ଏହି ଉତ୍ସବରେ ବହୁ ସଂଖ୍ୟାରେ ଛାତ୍ରଛାତ୍ରୀ, ଶିକ୍ଷକ ଓ ଅଭିଭାବକ ଯୋଗଦେଇ କାର୍ଯ୍ୟକ୍ରମକୁ ସଫଳ କରିଥିଲେ। ମୁଖ୍ୟ ଅତିଥି ଭାବେ ଯୋଗଦେଇ ଜିଲ୍ଲାପାଳ ବକ୍ତବ୍ୟ ରଖିଥିଲେ।	[313, 357, 491, 384]
article-2-headline	[194, 46, 302, 80]
invite-emblem-icon	[457, 297, 487, 327]
page-label: ପୃଷ୍ଠା : ୭	[470, 36, 490, 42]
invite-time: ସମୟ ୫-୩୦ ମିନିଟ	[385, 421, 419, 426]
invite-title: ଅଭିନନ୍ଦନ ପତ୍ର	[379, 301, 423, 309]
schedule-icon	[259, 411, 277, 425]
invite-portrait	[313, 297, 347, 333]
article-8-body: ରାଜ୍ୟ ସରକାରଙ୍କ ତରଫରୁ ଆୟୋଜିତ ଏହି ଉତ୍ସବରେ ବହୁ ସଂଖ୍ୟାରେ ଛାତ୍ରଛାତ୍ରୀ, ଶିକ୍ଷକ ଓ ଅଭିଭାବକ ଯୋଗଦେଇ କାର୍ଯ୍ୟକ୍ରମକୁ ସଫଳ କରିଥିଲେ। ମୁଖ୍ୟ ଅତିଥି ଭାବେ ଯୋଗଦେଇ ଜିଲ୍ଲାପାଳ ବକ୍ତବ୍ୟ ରଖିଥିଲେ।ରାଜ୍ୟ ସରକାରଙ୍କ ତରଫରୁ ଆୟୋଜିତ ଏହି ଉତ୍ସବରେ ବହୁ ସଂଖ୍ୟାରେ ଛାତ୍ରଛାତ୍ରୀ, ଶିକ୍ଷକ ଓ ଅଭିଭାବକ ଯୋଗଦେଇ କାର୍ଯ୍ୟକ୍ରମକୁ ସଫଳ କରିଥିଲେ। ମୁଖ୍ୟ ଅତିଥି ଭାବେ ଯୋଗଦେଇ ଜିଲ୍ଲାପାଳ ବକ୍ତବ୍ୟ ରଖିଥିଲେ।ରାଜ୍ୟ ସରକାରଙ୍କ ତରଫରୁ ଆୟୋଜିତ ଏହି ଉତ୍ସବରେ ବହୁ ସଂଖ୍ୟାରେ ଛାତ୍ରଛାତ୍ରୀ, ଶିକ୍ଷକ ଓ ଅଭିଭାବକ ଯୋଗଦେଇ କାର୍ଯ୍ୟକ୍ରମକୁ ସଫଳ କରିଥିଲେ। ମୁଖ୍ୟ ଅତିଥି ଭାବେ ଯୋଗଦେଇ ଜିଲ୍ଲାପାଳ ବକ୍ତବ୍ୟ ରଖିଥିଲେ।	[4, 440, 63, 498]
article-10-photo	[64, 600, 190, 646]
section-divider	[308, 288, 496, 289]
invite-line2: ବାର୍ଷିକ ସମ୍ମିଳନୀ	[386, 322, 416, 327]
article-3-photo	[402, 66, 496, 116]
article-5-headline	[308, 216, 496, 234]
article-3-body: ● ଭୁବନେଶ୍ୱର, ୧୨/୦୧(ନି.ପ୍ର):ରାଜ୍ୟ ସରକାରଙ୍କ ତରଫରୁ ଆୟୋଜିତ ଏହି ଉତ୍ସବରେ ବହୁ ସଂଖ୍ୟାରେ ଛାତ୍ରଛାତ୍ରୀ, ଶିକ୍ଷକ ଓ ଅଭିଭାବକ ଯୋଗଦେଇ କାର୍ଯ୍ୟକ୍ରମକୁ ସଫଳ କରିଥିଲେ। ମୁଖ୍ୟ ଅତିଥି ଭାବେ ଯୋଗଦେଇ ଜିଲ୍ଲାପାଳ ବକ୍ତବ୍ୟ ରଖିଥିଲେ।ରାଜ୍ୟ ସରକାରଙ୍କ ତରଫରୁ ଆୟୋଜିତ ଏହି ଉତ୍ସବରେ ବହୁ ସଂଖ୍ୟାରେ ଛାତ୍ରଛାତ୍ରୀ, ଶିକ୍ଷକ ଓ ଅଭିଭାବକ ଯୋଗଦେଇ କାର୍ଯ୍ୟକ୍ରମକୁ ସଫଳ କରିଥିଲେ। ମୁଖ୍ୟ ଅତିଥି ଭାବେ ଯୋଗଦେଇ ଜିଲ୍ଲାପାଳ ବକ୍ତବ୍ୟ ରଖିଥିଲେ।	[308, 66, 400, 95]
ad-schedule	[256, 366, 302, 572]
headline-7: ସରସ୍ୱତୀ ଶିଶୁ ମନ୍ଦିରର ବାର୍ଷିକୋତ୍ସବ	[4, 294, 142, 305]
headline-8: ମା' ବୁଢ଼ୀ ଠାକୁରାଣୀ ଯାତ୍ରା ଉତ୍ସବ	[4, 419, 149, 432]
